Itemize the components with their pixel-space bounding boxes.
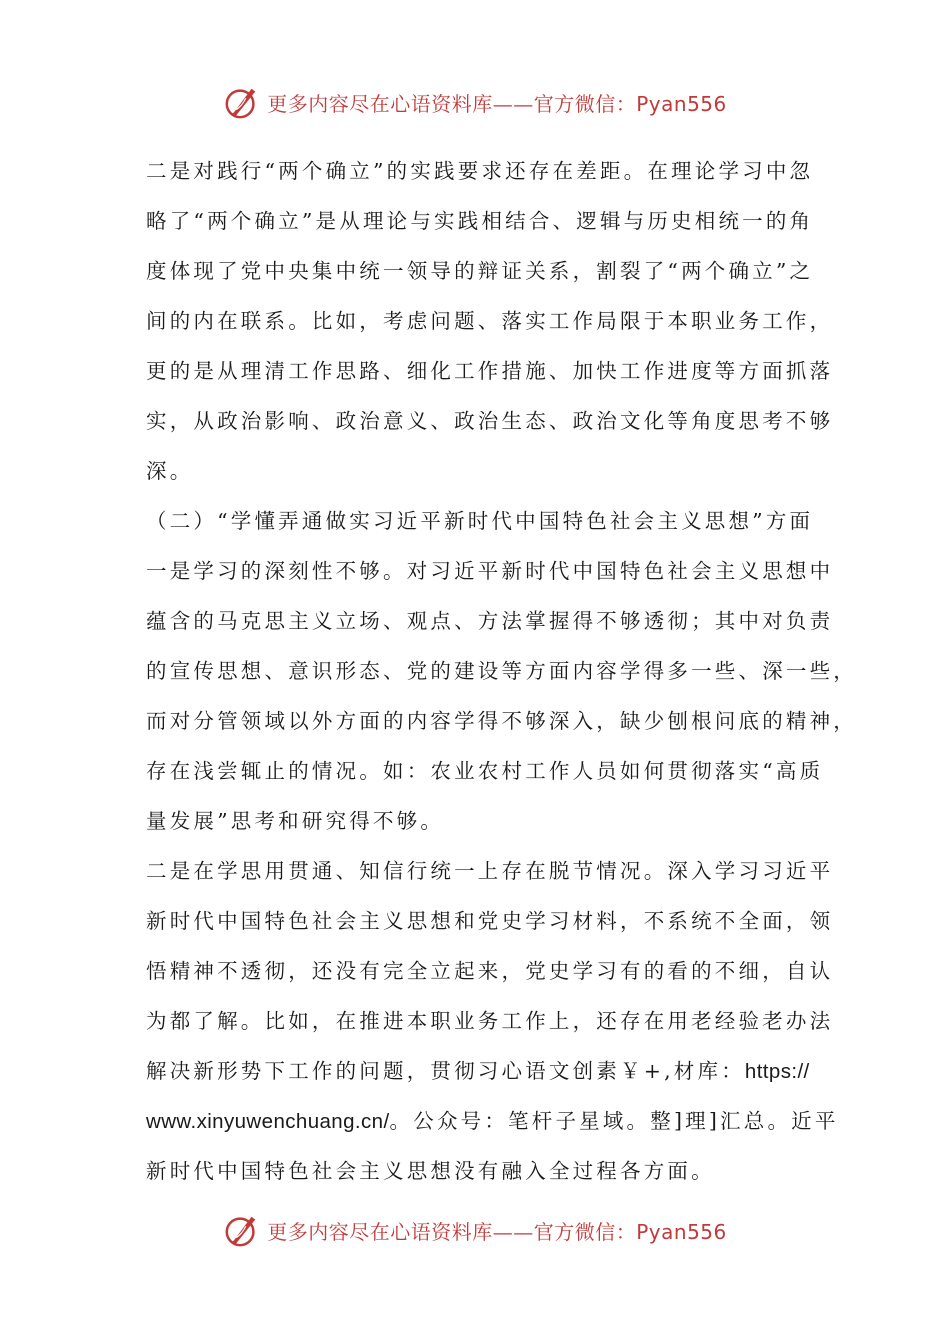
text-line: 为都了解。比如，在推进本职业务工作上，还存在用老经验老办法 bbox=[146, 1009, 834, 1033]
banner-wechat-label: 官方微信： bbox=[533, 91, 637, 116]
text-line: 间的内在联系。比如，考虑问题、落实工作局限于本职业务工作， bbox=[146, 309, 834, 333]
banner-text bbox=[267, 88, 727, 117]
text-line: 存在浅尝辄止的情况。如：农业农村工作人员如何贯彻落实“高质 bbox=[146, 759, 824, 783]
section-heading: （二）“学懂弄通做实习近平新时代中国特色社会主义思想”方面 bbox=[146, 509, 814, 533]
text-line: 的宣传思想、意识形态、党的建设等方面内容学得多一些、深一些， bbox=[146, 659, 857, 683]
text-line: 深。 bbox=[146, 459, 194, 483]
text-line: 新时代中国特色社会主义思想和党史学习材料，不系统不全面，领 bbox=[146, 909, 834, 933]
document-body bbox=[146, 146, 857, 1196]
banner-brand: 更多内容尽在心语资料库 bbox=[267, 1219, 493, 1244]
quill-logo-icon bbox=[223, 83, 261, 121]
line-suffix: 。公众号：笔杆子星域。整]理]汇总。近平 bbox=[389, 1109, 839, 1133]
text-line: 而对分管领域以外方面的内容学得不够深入，缺少刨根问底的精神， bbox=[146, 709, 857, 733]
text-line: 实，从政治影响、政治意义、政治生态、政治文化等角度思考不够 bbox=[146, 409, 834, 433]
text-line: 一是学习的深刻性不够。对习近平新时代中国特色社会主义思想中 bbox=[146, 559, 834, 583]
text-line: 度体现了党中央集中统一领导的辩证关系，割裂了“两个确立”之 bbox=[146, 259, 814, 283]
header-watermark-banner bbox=[0, 80, 950, 124]
banner-wechat-id: Pyan556 bbox=[636, 1219, 727, 1244]
footer-watermark-banner bbox=[0, 1208, 950, 1252]
url-fragment: https:// bbox=[744, 1060, 810, 1083]
text-line: 略了“两个确立”是从理论与实践相结合、逻辑与历史相统一的角 bbox=[146, 209, 814, 233]
text-line-mixed bbox=[146, 1046, 816, 1096]
banner-wechat-label: 官方微信： bbox=[533, 1219, 637, 1244]
banner-wechat-id: Pyan556 bbox=[636, 91, 727, 116]
quill-logo-icon bbox=[223, 1211, 261, 1249]
text-line: 新时代中国特色社会主义思想没有融入全过程各方面。 bbox=[146, 1159, 715, 1183]
banner-text bbox=[267, 1216, 727, 1245]
text-line: 量发展”思考和研究得不够。 bbox=[146, 809, 445, 833]
text-line: 二是在学思用贯通、知信行统一上存在脱节情况。深入学习习近平 bbox=[146, 859, 834, 883]
text-line-mixed bbox=[146, 1096, 839, 1146]
text-line: 悟精神不透彻，还没有完全立起来，党史学习有的看的不细，自认 bbox=[146, 959, 834, 983]
text-line: 蕴含的马克思主义立场、观点、方法掌握得不够透彻；其中对负责 bbox=[146, 609, 834, 633]
text-line: 更的是从理清工作思路、细化工作措施、加快工作进度等方面抓落 bbox=[146, 359, 834, 383]
url-link[interactable]: www.xinyuwenchuang.cn/ bbox=[146, 1110, 390, 1133]
text-line: 二是对践行“两个确立”的实践要求还存在差距。在理论学习中忽 bbox=[146, 159, 814, 183]
banner-dash: —— bbox=[492, 91, 534, 116]
line-prefix: 解决新形势下工作的问题，贯彻习心语文创素￥+,材库： bbox=[146, 1059, 745, 1083]
banner-brand: 更多内容尽在心语资料库 bbox=[267, 91, 493, 116]
banner-dash: —— bbox=[492, 1219, 534, 1244]
